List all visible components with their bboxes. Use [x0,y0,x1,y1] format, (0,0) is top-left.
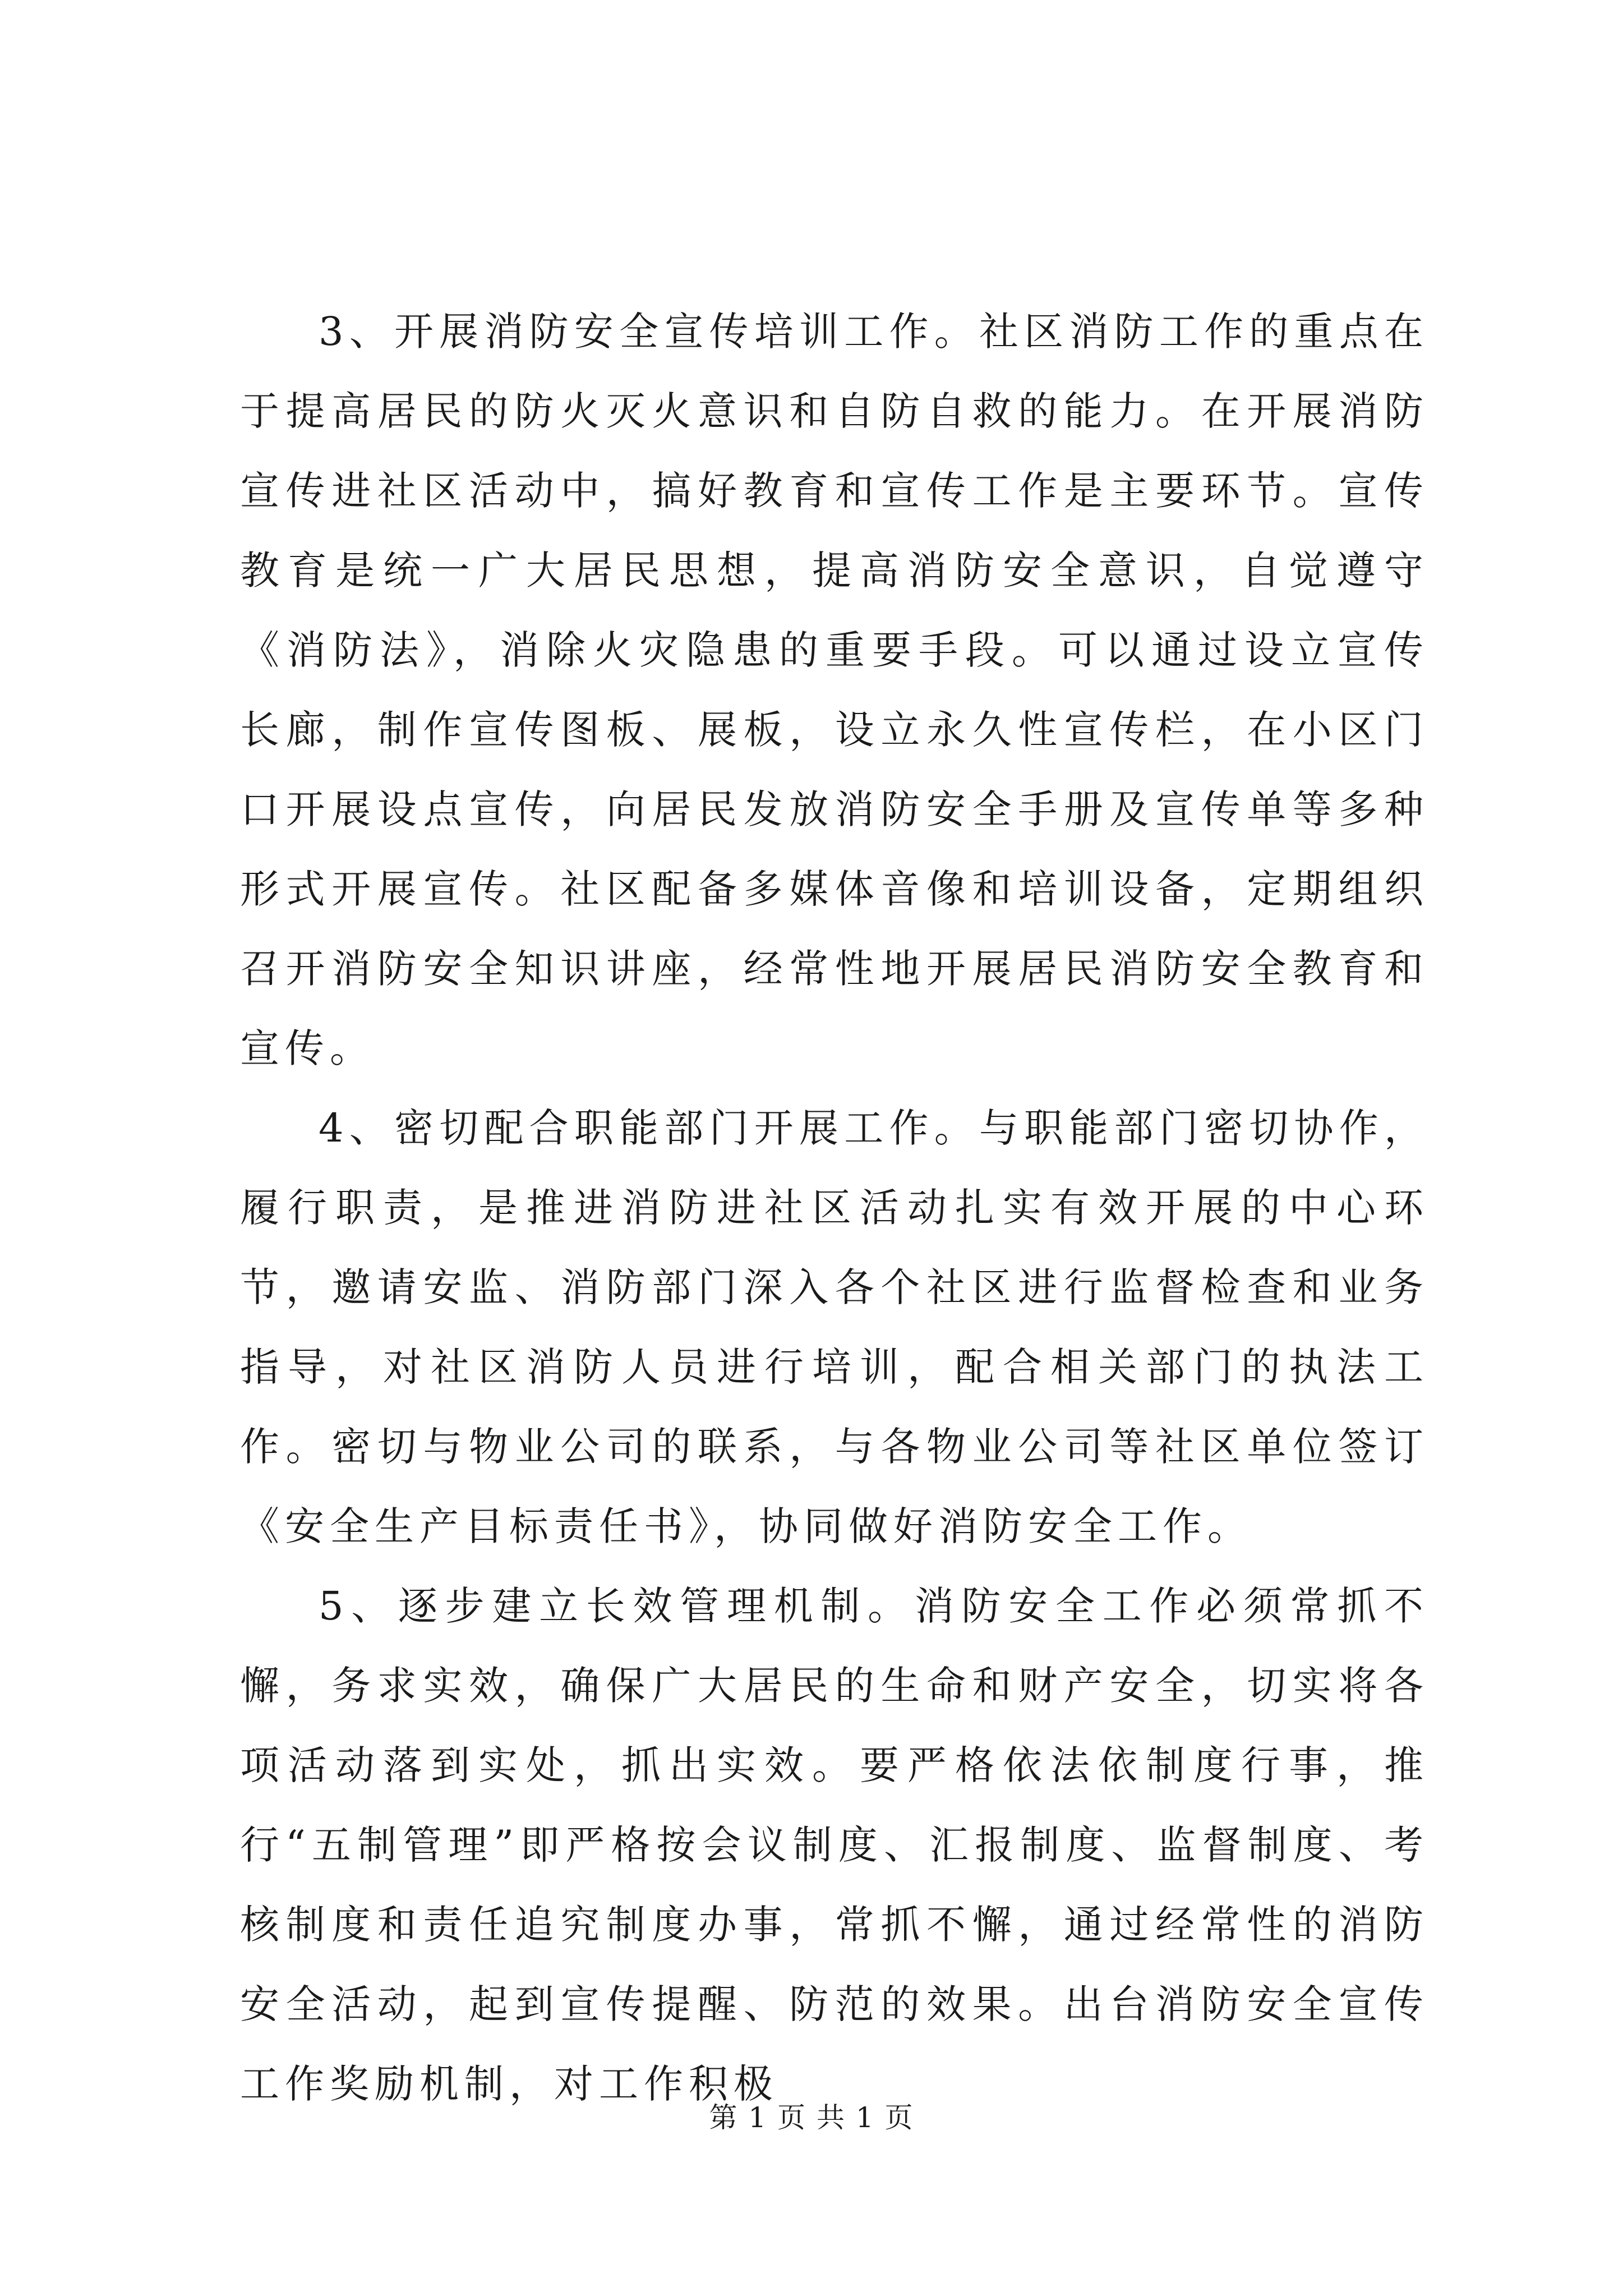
paragraph-3: 3、开展消防安全宣传培训工作。社区消防工作的重点在于提高居民的防火灭火意识和自防自救的能力。在开展消防宣传进社区活动中，搞好教育和宣传工作是主要环节。宣传教育是统一广大居民思想，提高消防安全意识，自觉遵守《消防法》，消除火灾隐患的重要手段。可以通过设立宣传长廊，制作宣传图板、展板，设立永久性宣传栏，在小区门口开展设点宣传，向居民发放消防安全手册及宣传单等多种形式开展宣传。社区配备多媒体音像和培训设备，定期组织召开消防安全知识讲座，经常性地开展居民消防安全教育和宣传。 [240,309,1429,1071]
page-footer: 第 1 页 共 1 页 [709,2101,914,2134]
paragraph-4: 4、密切配合职能部门开展工作。与职能部门密切协作，履行职责，是推进消防进社区活动扎实有效开展的中心环节，邀请安监、消防部门深入各个社区进行监督检查和业务指导，对社区消防人员进行培训，配合相关部门的执法工作。密切与物业公司的联系，与各物业公司等社区单位签订《安全生产目标责任书》，协同做好消防安全工作。 [240,1105,1429,1549]
document-body [240,292,1429,2124]
paragraph-5: 5、逐步建立长效管理机制。消防安全工作必须常抓不懈，务求实效，确保广大居民的生命和财产安全，切实将各项活动落到实处，抓出实效。要严格依法依制度行事，推行“五制管理”即严格按会议制度、汇报制度、监督制度、考核制度和责任追究制度办事，常抓不懈，通过经常性的消防安全活动，起到宣传提醒、防范的效果。出台消防安全宣传工作奖励机制，对工作积极 [240,1583,1429,2107]
